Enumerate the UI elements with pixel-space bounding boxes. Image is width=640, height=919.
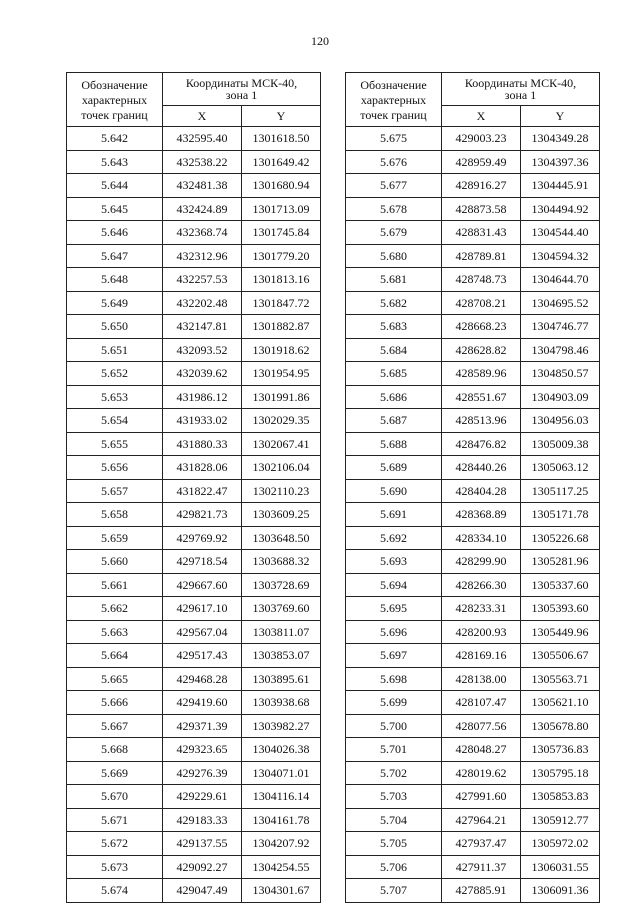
y-cell: 1305621.10 [521,691,600,715]
point-id-header-line2: характерных [81,93,148,107]
y-cell: 1304644.70 [521,268,600,292]
table-row [346,573,600,597]
x-cell: 428404.28 [442,479,521,503]
x-cell: 428873.58 [442,197,521,221]
x-cell: 429617.10 [163,597,242,621]
y-cell: 1301649.42 [242,150,321,174]
point-id-cell: 5.642 [67,127,163,151]
y-cell: 1304544.40 [521,221,600,245]
point-id-cell: 5.667 [67,714,163,738]
point-id-cell: 5.684 [346,338,442,362]
y-cell: 1305281.96 [521,550,600,574]
point-id-cell: 5.678 [346,197,442,221]
point-id-cell: 5.675 [346,127,442,151]
table-row [346,432,600,456]
y-cell: 1304850.57 [521,362,600,386]
y-cell: 1302110.23 [242,479,321,503]
x-cell: 428107.47 [442,691,521,715]
table-row [346,526,600,550]
table-row [67,573,321,597]
x-cell: 428233.31 [442,597,521,621]
y-cell: 1303609.25 [242,503,321,527]
y-cell: 1301618.50 [242,127,321,151]
point-id-cell: 5.696 [346,620,442,644]
y-cell: 1302106.04 [242,456,321,480]
table-row [67,197,321,221]
table-row [67,620,321,644]
table-row [346,620,600,644]
point-id-cell: 5.653 [67,385,163,409]
coordinates-header [442,73,600,106]
point-id-header-line3: точек границ [360,108,427,122]
x-cell: 428789.81 [442,244,521,268]
y-header: Y [242,106,321,127]
point-id-cell: 5.698 [346,667,442,691]
x-cell: 429003.23 [442,127,521,151]
x-cell: 428138.00 [442,667,521,691]
x-cell: 432039.62 [163,362,242,386]
point-id-cell: 5.670 [67,785,163,809]
table-row [67,385,321,409]
x-cell: 429517.43 [163,644,242,668]
y-cell: 1305853.83 [521,785,600,809]
x-cell: 428476.82 [442,432,521,456]
point-id-header-line3: точек границ [81,108,148,122]
y-cell: 1304161.78 [242,808,321,832]
point-id-cell: 5.657 [67,479,163,503]
table-row [346,385,600,409]
x-cell: 428334.10 [442,526,521,550]
table-row [346,644,600,668]
point-id-cell: 5.673 [67,855,163,879]
y-cell: 1301991.86 [242,385,321,409]
y-cell: 1304397.36 [521,150,600,174]
point-id-cell: 5.694 [346,573,442,597]
point-id-cell: 5.680 [346,244,442,268]
y-cell: 1301813.16 [242,268,321,292]
y-cell: 1305678.80 [521,714,600,738]
x-cell: 429183.33 [163,808,242,832]
point-id-cell: 5.702 [346,761,442,785]
x-cell: 431933.02 [163,409,242,433]
point-id-cell: 5.651 [67,338,163,362]
x-cell: 429323.65 [163,738,242,762]
y-cell: 1301882.87 [242,315,321,339]
table-row [67,174,321,198]
table-row [67,855,321,879]
x-cell: 428668.23 [442,315,521,339]
point-id-cell: 5.647 [67,244,163,268]
table-row [346,197,600,221]
x-cell: 431986.12 [163,385,242,409]
y-cell: 1301954.95 [242,362,321,386]
table-row [346,503,600,527]
y-cell: 1305009.38 [521,432,600,456]
y-cell: 1301680.94 [242,174,321,198]
table-row [67,738,321,762]
point-id-cell: 5.646 [67,221,163,245]
y-cell: 1303853.07 [242,644,321,668]
x-cell: 432147.81 [163,315,242,339]
coordinates-header-line1: Координаты МСК-40, [464,76,577,90]
x-cell: 429468.28 [163,667,242,691]
point-id-cell: 5.649 [67,291,163,315]
point-id-cell: 5.663 [67,620,163,644]
table-row [346,456,600,480]
point-id-header [346,73,442,127]
y-cell: 1304026.38 [242,738,321,762]
y-cell: 1305117.25 [521,479,600,503]
table-row [346,785,600,809]
table-row [346,667,600,691]
coordinates-table-right [345,72,600,903]
y-cell: 1303688.32 [242,550,321,574]
y-cell: 1304071.01 [242,761,321,785]
x-cell: 432538.22 [163,150,242,174]
point-id-cell: 5.683 [346,315,442,339]
table-row [67,667,321,691]
x-cell: 432368.74 [163,221,242,245]
y-cell: 1304116.14 [242,785,321,809]
y-cell: 1305449.96 [521,620,600,644]
table-row [346,808,600,832]
y-cell: 1301713.09 [242,197,321,221]
point-id-cell: 5.676 [346,150,442,174]
table-body [67,127,321,903]
table-row [67,714,321,738]
point-id-cell: 5.689 [346,456,442,480]
x-cell: 428959.49 [442,150,521,174]
point-id-cell: 5.661 [67,573,163,597]
y-cell: 1305063.12 [521,456,600,480]
y-cell: 1304903.09 [521,385,600,409]
point-id-cell: 5.692 [346,526,442,550]
y-cell: 1301847.72 [242,291,321,315]
y-cell: 1304956.03 [521,409,600,433]
table-row [346,338,600,362]
table-row [67,244,321,268]
point-id-cell: 5.681 [346,268,442,292]
x-cell: 429229.61 [163,785,242,809]
point-id-cell: 5.666 [67,691,163,715]
y-cell: 1303728.69 [242,573,321,597]
y-cell: 1304695.52 [521,291,600,315]
table-row [67,291,321,315]
y-cell: 1301745.84 [242,221,321,245]
table-row [67,150,321,174]
coordinates-table-left [66,72,321,903]
page-number: 120 [311,34,329,48]
table-row [346,409,600,433]
point-id-cell: 5.656 [67,456,163,480]
coordinates-header-line2: зона 1 [504,88,537,102]
point-id-cell: 5.671 [67,808,163,832]
x-cell: 428077.56 [442,714,521,738]
x-cell: 428513.96 [442,409,521,433]
point-id-cell: 5.645 [67,197,163,221]
table-row [67,808,321,832]
x-cell: 429047.49 [163,879,242,903]
table-row [67,644,321,668]
point-id-cell: 5.660 [67,550,163,574]
point-id-cell: 5.695 [346,597,442,621]
table-row [346,714,600,738]
x-cell: 432257.53 [163,268,242,292]
table-row [346,738,600,762]
x-cell: 428916.27 [442,174,521,198]
y-cell: 1304349.28 [521,127,600,151]
point-id-cell: 5.643 [67,150,163,174]
table-row [346,479,600,503]
table-row [346,268,600,292]
point-id-cell: 5.655 [67,432,163,456]
point-id-cell: 5.704 [346,808,442,832]
x-cell: 432312.96 [163,244,242,268]
x-cell: 429769.92 [163,526,242,550]
x-cell: 428019.62 [442,761,521,785]
point-id-cell: 5.658 [67,503,163,527]
x-cell: 428169.16 [442,644,521,668]
y-cell: 1305226.68 [521,526,600,550]
table-row [346,362,600,386]
table-row [67,315,321,339]
table-row [67,879,321,903]
point-id-cell: 5.697 [346,644,442,668]
y-cell: 1305506.67 [521,644,600,668]
x-cell: 429092.27 [163,855,242,879]
x-cell: 431828.06 [163,456,242,480]
table-row [346,221,600,245]
y-cell: 1304594.32 [521,244,600,268]
table-row [346,244,600,268]
x-cell: 429567.04 [163,620,242,644]
x-cell: 432424.89 [163,197,242,221]
table-row [67,832,321,856]
x-cell: 428748.73 [442,268,521,292]
table-row [346,291,600,315]
y-cell: 1304445.91 [521,174,600,198]
x-cell: 429718.54 [163,550,242,574]
point-id-cell: 5.664 [67,644,163,668]
point-id-cell: 5.668 [67,738,163,762]
table-row [67,526,321,550]
table-row [346,550,600,574]
y-cell: 1305795.18 [521,761,600,785]
table-body [346,127,600,903]
point-id-header-line1: Обозначение [360,78,427,92]
table-row [346,315,600,339]
point-id-cell: 5.691 [346,503,442,527]
y-cell: 1303811.07 [242,620,321,644]
point-id-cell: 5.652 [67,362,163,386]
y-cell: 1304207.92 [242,832,321,856]
x-cell: 428628.82 [442,338,521,362]
y-cell: 1303982.27 [242,714,321,738]
point-id-cell: 5.674 [67,879,163,903]
point-id-cell: 5.650 [67,315,163,339]
y-cell: 1305563.71 [521,667,600,691]
table-row [346,597,600,621]
table-row [346,691,600,715]
point-id-cell: 5.690 [346,479,442,503]
point-id-cell: 5.648 [67,268,163,292]
y-cell: 1301918.62 [242,338,321,362]
point-id-cell: 5.699 [346,691,442,715]
point-id-cell: 5.685 [346,362,442,386]
x-cell: 428440.26 [442,456,521,480]
point-id-cell: 5.679 [346,221,442,245]
table-row [67,479,321,503]
x-cell: 427964.21 [442,808,521,832]
x-cell: 432202.48 [163,291,242,315]
x-cell: 428589.96 [442,362,521,386]
table-row [67,221,321,245]
y-cell: 1305912.77 [521,808,600,832]
point-id-cell: 5.665 [67,667,163,691]
x-cell: 428551.67 [442,385,521,409]
x-header: X [163,106,242,127]
x-cell: 427885.91 [442,879,521,903]
x-cell: 428048.27 [442,738,521,762]
x-cell: 432093.52 [163,338,242,362]
point-id-cell: 5.686 [346,385,442,409]
y-cell: 1304746.77 [521,315,600,339]
x-cell: 427911.37 [442,855,521,879]
point-id-header-line1: Обозначение [81,78,148,92]
table-row [67,456,321,480]
table-row [67,338,321,362]
table-row [346,832,600,856]
table-row [346,127,600,151]
x-cell: 429276.39 [163,761,242,785]
x-cell: 429419.60 [163,691,242,715]
x-cell: 428368.89 [442,503,521,527]
point-id-cell: 5.707 [346,879,442,903]
table-row [346,761,600,785]
x-header: X [442,106,521,127]
x-cell: 429667.60 [163,573,242,597]
y-cell: 1302029.35 [242,409,321,433]
y-cell: 1303938.68 [242,691,321,715]
point-id-cell: 5.669 [67,761,163,785]
point-id-cell: 5.659 [67,526,163,550]
x-cell: 427937.47 [442,832,521,856]
y-cell: 1303895.61 [242,667,321,691]
table-row [67,691,321,715]
y-cell: 1304798.46 [521,338,600,362]
table-row [67,432,321,456]
coordinates-header-line2: зона 1 [225,88,258,102]
point-id-cell: 5.687 [346,409,442,433]
x-cell: 427991.60 [442,785,521,809]
table-row [67,550,321,574]
point-id-cell: 5.654 [67,409,163,433]
table-row [346,855,600,879]
y-cell: 1304254.55 [242,855,321,879]
y-cell: 1304301.67 [242,879,321,903]
y-cell: 1305972.02 [521,832,600,856]
y-cell: 1306091.36 [521,879,600,903]
x-cell: 431880.33 [163,432,242,456]
table-row [67,362,321,386]
y-header: Y [521,106,600,127]
coordinates-header [163,73,321,106]
point-id-cell: 5.693 [346,550,442,574]
x-cell: 428266.30 [442,573,521,597]
y-cell: 1305171.78 [521,503,600,527]
y-cell: 1305393.60 [521,597,600,621]
x-cell: 429371.39 [163,714,242,738]
x-cell: 432481.38 [163,174,242,198]
point-id-cell: 5.703 [346,785,442,809]
x-cell: 431822.47 [163,479,242,503]
point-id-cell: 5.700 [346,714,442,738]
table-row [67,268,321,292]
point-id-cell: 5.672 [67,832,163,856]
point-id-cell: 5.677 [346,174,442,198]
y-cell: 1303769.60 [242,597,321,621]
table-row [67,409,321,433]
y-cell: 1306031.55 [521,855,600,879]
x-cell: 428299.90 [442,550,521,574]
y-cell: 1303648.50 [242,526,321,550]
table-row [67,785,321,809]
y-cell: 1302067.41 [242,432,321,456]
table-row [67,503,321,527]
table-row [67,597,321,621]
point-id-cell: 5.644 [67,174,163,198]
x-cell: 432595.40 [163,127,242,151]
x-cell: 428200.93 [442,620,521,644]
table-row [346,174,600,198]
table-row [67,127,321,151]
coordinates-header-line1: Координаты МСК-40, [185,76,298,90]
x-cell: 428831.43 [442,221,521,245]
x-cell: 428708.21 [442,291,521,315]
point-id-cell: 5.662 [67,597,163,621]
table-row [67,761,321,785]
table-row [346,150,600,174]
point-id-header [67,73,163,127]
y-cell: 1304494.92 [521,197,600,221]
point-id-cell: 5.706 [346,855,442,879]
x-cell: 429137.55 [163,832,242,856]
point-id-header-line2: характерных [360,93,427,107]
y-cell: 1301779.20 [242,244,321,268]
point-id-cell: 5.701 [346,738,442,762]
y-cell: 1305736.83 [521,738,600,762]
point-id-cell: 5.682 [346,291,442,315]
x-cell: 429821.73 [163,503,242,527]
point-id-cell: 5.705 [346,832,442,856]
point-id-cell: 5.688 [346,432,442,456]
table-row [346,879,600,903]
y-cell: 1305337.60 [521,573,600,597]
